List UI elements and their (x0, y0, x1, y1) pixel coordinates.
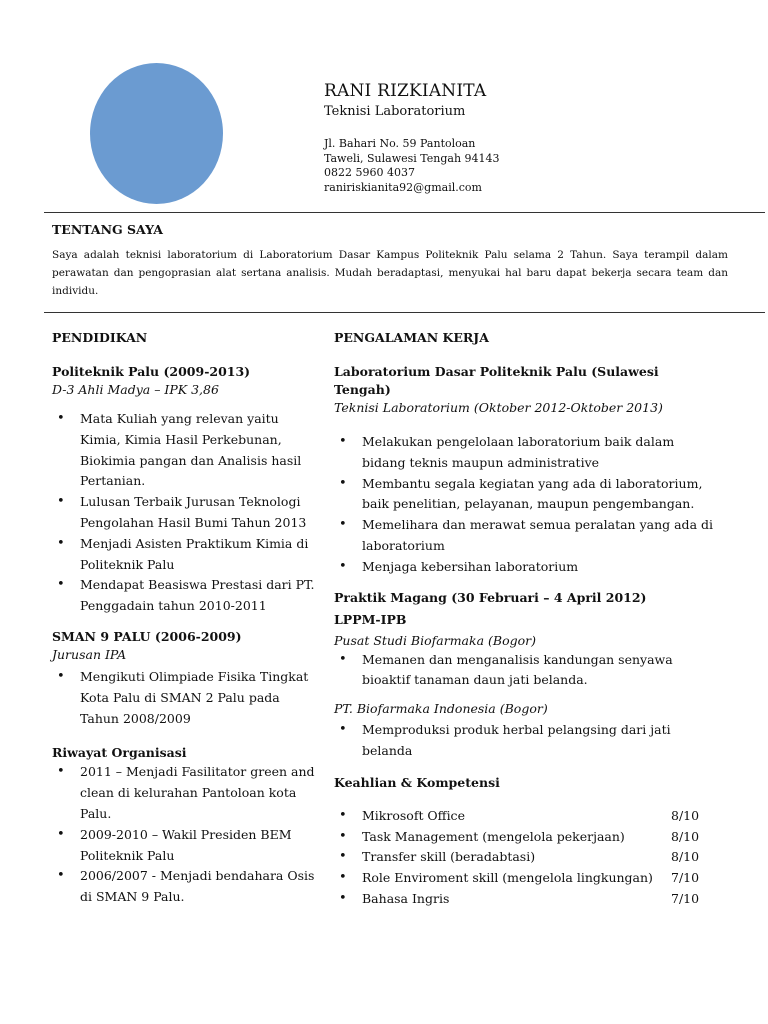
skill-name: • Role Enviroment skill (mengelola lingkungan) (362, 870, 653, 886)
school2-list (52, 667, 320, 729)
skill-name: • Bahasa Ingris (362, 890, 450, 906)
school2-major: Jurusan IPA (52, 646, 127, 662)
list-item: • Mengikuti Olimpiade Fisika Tingkat Kota Palu di SMAN 2 Palu pada Tahun 2008/2009 (52, 667, 320, 729)
job2-unit2: PT. Biofarmaka Indonesia (Bogor) (334, 701, 548, 717)
about-text: Saya adalah teknisi laboratorium di Laboratorium Dasar Kampus Politeknik Palu selama 2 Tahun. Saya terampil dalam perawatan dan pengoprasian alat sertana analisis. Mudah beradaptasi, menyukai hal baru dapat bekerja secara team dan individu. (52, 249, 728, 297)
list-item: • Memproduksi produk herbal pelangsing dari jati belanda (334, 720, 714, 762)
skill-name: • Mikrosoft Office (362, 807, 465, 823)
skills-list (334, 806, 714, 910)
skill-score: 8/10 (671, 828, 700, 844)
phone-number: 0822 5960 4037 (324, 166, 415, 179)
job1-position: Teknisi Laboratorium (Oktober 2012-Oktober 2013) (334, 400, 663, 415)
address-line-1: Jl. Bahari No. 59 Pantoloan (324, 137, 476, 150)
skill-score: 8/10 (671, 849, 700, 865)
contact-info (324, 137, 500, 195)
person-name: RANI RIZKIANITA (324, 81, 487, 101)
school1-name: Politeknik Palu (2009-2013) (52, 364, 251, 379)
list-item: • 2009-2010 – Wakil Presiden BEM Politeknik Palu (52, 825, 320, 867)
about-title: TENTANG SAYA (52, 222, 163, 237)
skill-row (334, 868, 714, 889)
skill-row (334, 827, 714, 848)
organization-list (52, 762, 320, 908)
skills-title: Keahlian & Kompetensi (334, 774, 500, 790)
address-line-2: Taweli, Sulawesi Tengah 94143 (324, 151, 500, 165)
skill-row (334, 806, 714, 827)
list-item: • Menjaga kebersihan laboratorium (334, 557, 714, 578)
list-item: • Menjadi Asisten Praktikum Kimia di Politeknik Palu (52, 534, 320, 576)
skill-score: 7/10 (671, 870, 700, 886)
list-item: • Mendapat Beasiswa Prestasi dari PT. Penggadain tahun 2010-2011 (52, 575, 320, 617)
school2-name: SMAN 9 PALU (2006-2009) (52, 628, 242, 644)
skill-row (334, 889, 714, 910)
skill-name: • Transfer skill (beradabtasi) (362, 849, 536, 865)
list-item: • Memanen dan menganalisis kandungan senyawa bioaktif tanaman daun jati belanda. (334, 650, 714, 692)
divider-middle (44, 312, 765, 313)
organization-title: Riwayat Organisasi (52, 745, 187, 761)
header (324, 80, 500, 195)
email-address: raniriskianita92@gmail.com (324, 180, 482, 194)
list-item: • Memelihara dan merawat semua peralatan yang ada di laboratorium (334, 515, 714, 557)
job1-place: Laboratorium Dasar Politeknik Palu (Sulawesi Tengah) (334, 364, 659, 397)
divider-top (44, 212, 765, 213)
job-title: Teknisi Laboratorium (324, 104, 466, 119)
education-title: PENDIDIKAN (52, 330, 148, 345)
job2-list1 (334, 650, 714, 692)
list-item: • Membantu segala kegiatan yang ada di laboratorium, baik penelitian, pelayanan, maupun pengembangan. (334, 474, 714, 516)
profile-photo-placeholder (90, 63, 223, 204)
job2-list2 (334, 720, 714, 762)
list-item: • Lulusan Terbaik Jurusan Teknologi Pengolahan Hasil Bumi Tahun 2013 (52, 492, 320, 534)
job1-list (334, 432, 714, 578)
school1-list (52, 409, 320, 617)
list-item: • Mata Kuliah yang relevan yaitu Kimia, Kimia Hasil Perkebunan, Biokimia pangan dan Analisis hasil Pertanian. (52, 409, 320, 492)
education-column (52, 330, 320, 908)
experience-title: PENGALAMAN KERJA (334, 330, 489, 345)
skill-name: • Task Management (mengelola pekerjaan) (362, 828, 625, 844)
job2-title: Praktik Magang (30 Februari – 4 April 2012) (334, 589, 647, 605)
job2-org: LPPM-IPB (334, 611, 407, 627)
skill-row (334, 847, 714, 868)
school1-degree: D-3 Ahli Madya – IPK 3,86 (52, 382, 219, 397)
list-item: • 2011 – Menjadi Fasilitator green and clean di kelurahan Pantoloan kota Palu. (52, 762, 320, 824)
job2-unit1: Pusat Studi Biofarmaka (Bogor) (334, 632, 536, 648)
skill-score: 8/10 (671, 807, 700, 823)
list-item: • 2006/2007 - Menjadi bendahara Osis di SMAN 9 Palu. (52, 866, 320, 908)
skill-score: 7/10 (671, 890, 700, 906)
experience-column (334, 330, 714, 910)
list-item: • Melakukan pengelolaan laboratorium baik dalam bidang teknis maupun administrative (334, 432, 714, 474)
